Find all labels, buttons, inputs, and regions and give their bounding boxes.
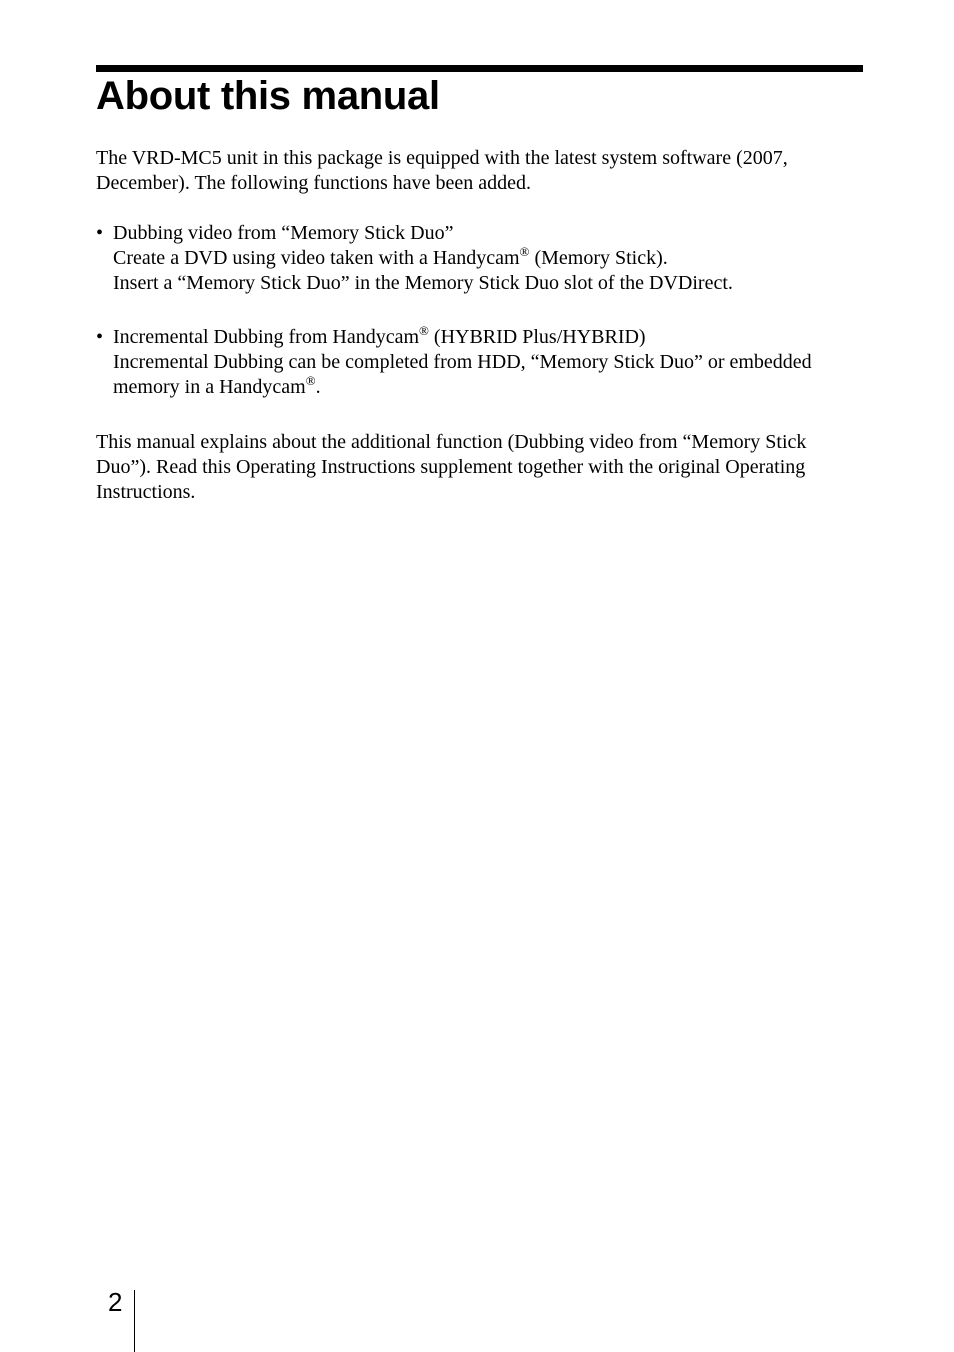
closing-paragraph: This manual explains about the additional function (Dubbing video from “Memory Stick Duo”). Read this Operating Instructions supplement together with the original Operating Instructions.	[96, 431, 807, 503]
list-item-incremental-dubbing	[96, 325, 863, 400]
list-item-dubbing-memory-stick	[96, 221, 863, 296]
registered-mark: ®	[519, 244, 530, 259]
page-number: 2	[108, 1287, 123, 1317]
page-number-divider	[134, 1290, 135, 1352]
bullet-description: Create a DVD using video taken with a Handycam® (Memory Stick).	[113, 244, 668, 269]
bullet-icon: •	[96, 222, 104, 244]
bullet-instruction: Insert a “Memory Stick Duo” in the Memory Stick Duo slot of the DVDirect.	[113, 272, 733, 294]
bullet-heading: Incremental Dubbing from Handycam® (HYBRID Plus/HYBRID)	[113, 323, 646, 348]
registered-mark: ®	[419, 323, 429, 338]
page-title: About this manual	[96, 74, 440, 118]
registered-mark: ®	[305, 373, 316, 388]
bullet-description: Incremental Dubbing can be completed from HDD, “Memory Stick Duo” or embedded memory in a Handycam®.	[113, 351, 812, 398]
bullet-icon: •	[96, 326, 104, 348]
intro-paragraph: The VRD-MC5 unit in this package is equipped with the latest system software (2007, December). The following functions have been added.	[96, 147, 788, 194]
bullet-heading: Dubbing video from “Memory Stick Duo”	[113, 222, 454, 244]
